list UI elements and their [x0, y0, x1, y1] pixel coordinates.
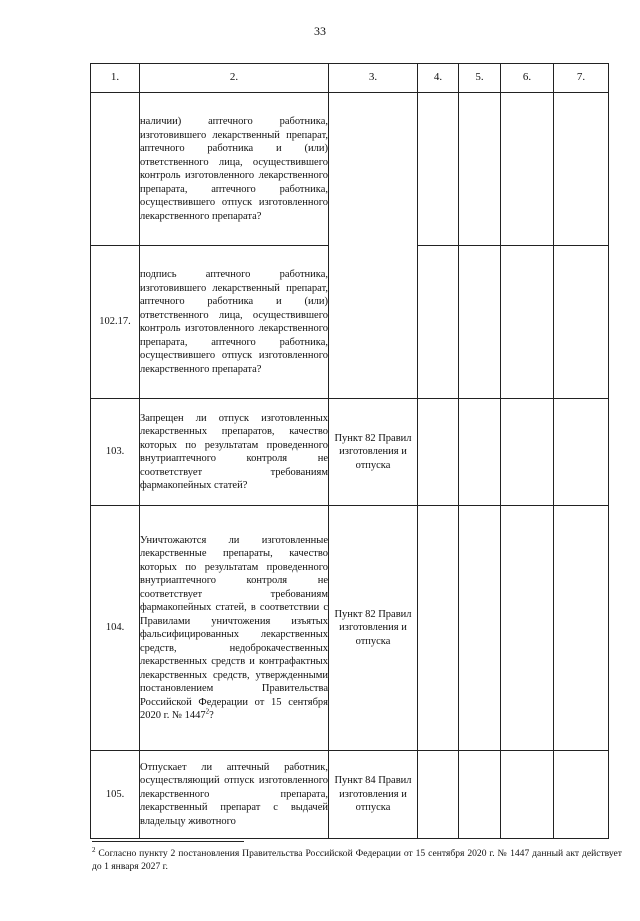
row-cell-6	[501, 93, 554, 246]
row-cell-5	[459, 751, 501, 839]
footnote-divider	[92, 841, 244, 842]
row-cell-5	[459, 246, 501, 399]
row-cell-6	[501, 506, 554, 751]
header-col-7: 7.	[554, 64, 609, 93]
row-question	[140, 506, 329, 751]
checklist-table	[90, 63, 609, 839]
header-col-3: 3.	[329, 64, 418, 93]
footnote-mark: 2	[92, 845, 96, 854]
row-number: 102.17.	[91, 246, 140, 399]
row-cell-7	[554, 399, 609, 506]
header-row	[91, 64, 609, 93]
row-cell-4	[418, 399, 459, 506]
header-col-1: 1.	[91, 64, 140, 93]
header-col-2: 2.	[140, 64, 329, 93]
header-col-4: 4.	[418, 64, 459, 93]
row-question-text: Уничтожаются ли изготовленные лекарственные препараты, качество которых по результатам проведенного внутриаптечного контроля не соответствует требованиям фармакопейных статей, в соответствии с Правилами уничтожения изъятых фальсифицированных лекарственных средств, недоброкачественных лекарственных средств и контрафактных лекарственных средств, утвержденными постановлением Правительства Российской Федерации от 15 сентября 2020 г. № 1447	[140, 534, 328, 721]
row-cell-7	[554, 751, 609, 839]
row-question-tail: ?	[209, 710, 214, 721]
row-number: 103.	[91, 399, 140, 506]
row-cell-4	[418, 246, 459, 399]
table-row	[91, 751, 609, 839]
row-cell-7	[554, 93, 609, 246]
row-reference	[329, 93, 418, 399]
page-number: 33	[314, 24, 326, 38]
row-cell-7	[554, 246, 609, 399]
table-row	[91, 506, 609, 751]
row-reference: Пункт 82 Правил изготовления и отпуска	[329, 506, 418, 751]
footnote-text: Согласно пункту 2 постановления Правительства Российской Федерации от 15 сентября 2020 г. № 1447 данный акт действует до 1 января 2027 г.	[92, 848, 622, 872]
header-col-6: 6.	[501, 64, 554, 93]
row-question: наличии) аптечного работника, изготовившего лекарственный препарат, аптечного работника и (или) ответственного лица, осуществившего контроль изготовленного лекарственного препарата, аптечного работника, осуществившего отпуск изготовленного лекарственного препарата?	[140, 93, 329, 246]
row-number: 104.	[91, 506, 140, 751]
row-cell-6	[501, 246, 554, 399]
table-row	[91, 93, 609, 246]
footnote	[92, 847, 622, 873]
row-reference: Пункт 82 Правил изготовления и отпуска	[329, 399, 418, 506]
row-cell-6	[501, 751, 554, 839]
row-question: подпись аптечного работника, изготовившего лекарственный препарат, аптечного работника и (или) ответственного лица, осуществившего контроль изготовленного лекарственного препарата, аптечного работника, осуществившего отпуск изготовленного лекарственного препарата?	[140, 246, 329, 399]
row-question: Запрещен ли отпуск изготовленных лекарственных препаратов, качество которых по результатам проведенного внутриаптечного контроля не соответствует требованиям фармакопейных статей?	[140, 399, 329, 506]
row-number	[91, 93, 140, 246]
row-cell-7	[554, 506, 609, 751]
footnote-ref: 2	[205, 707, 210, 716]
row-cell-4	[418, 93, 459, 246]
row-question: Отпускает ли аптечный работник, осуществляющий отпуск изготовленного лекарственного препарата, лекарственный препарат с выдачей владельцу животного	[140, 751, 329, 839]
row-cell-5	[459, 506, 501, 751]
row-reference: Пункт 84 Правил изготовления и отпуска	[329, 751, 418, 839]
table-row	[91, 399, 609, 506]
row-number: 105.	[91, 751, 140, 839]
row-cell-4	[418, 506, 459, 751]
row-cell-6	[501, 399, 554, 506]
header-col-5: 5.	[459, 64, 501, 93]
row-cell-4	[418, 751, 459, 839]
row-cell-5	[459, 399, 501, 506]
row-cell-5	[459, 93, 501, 246]
